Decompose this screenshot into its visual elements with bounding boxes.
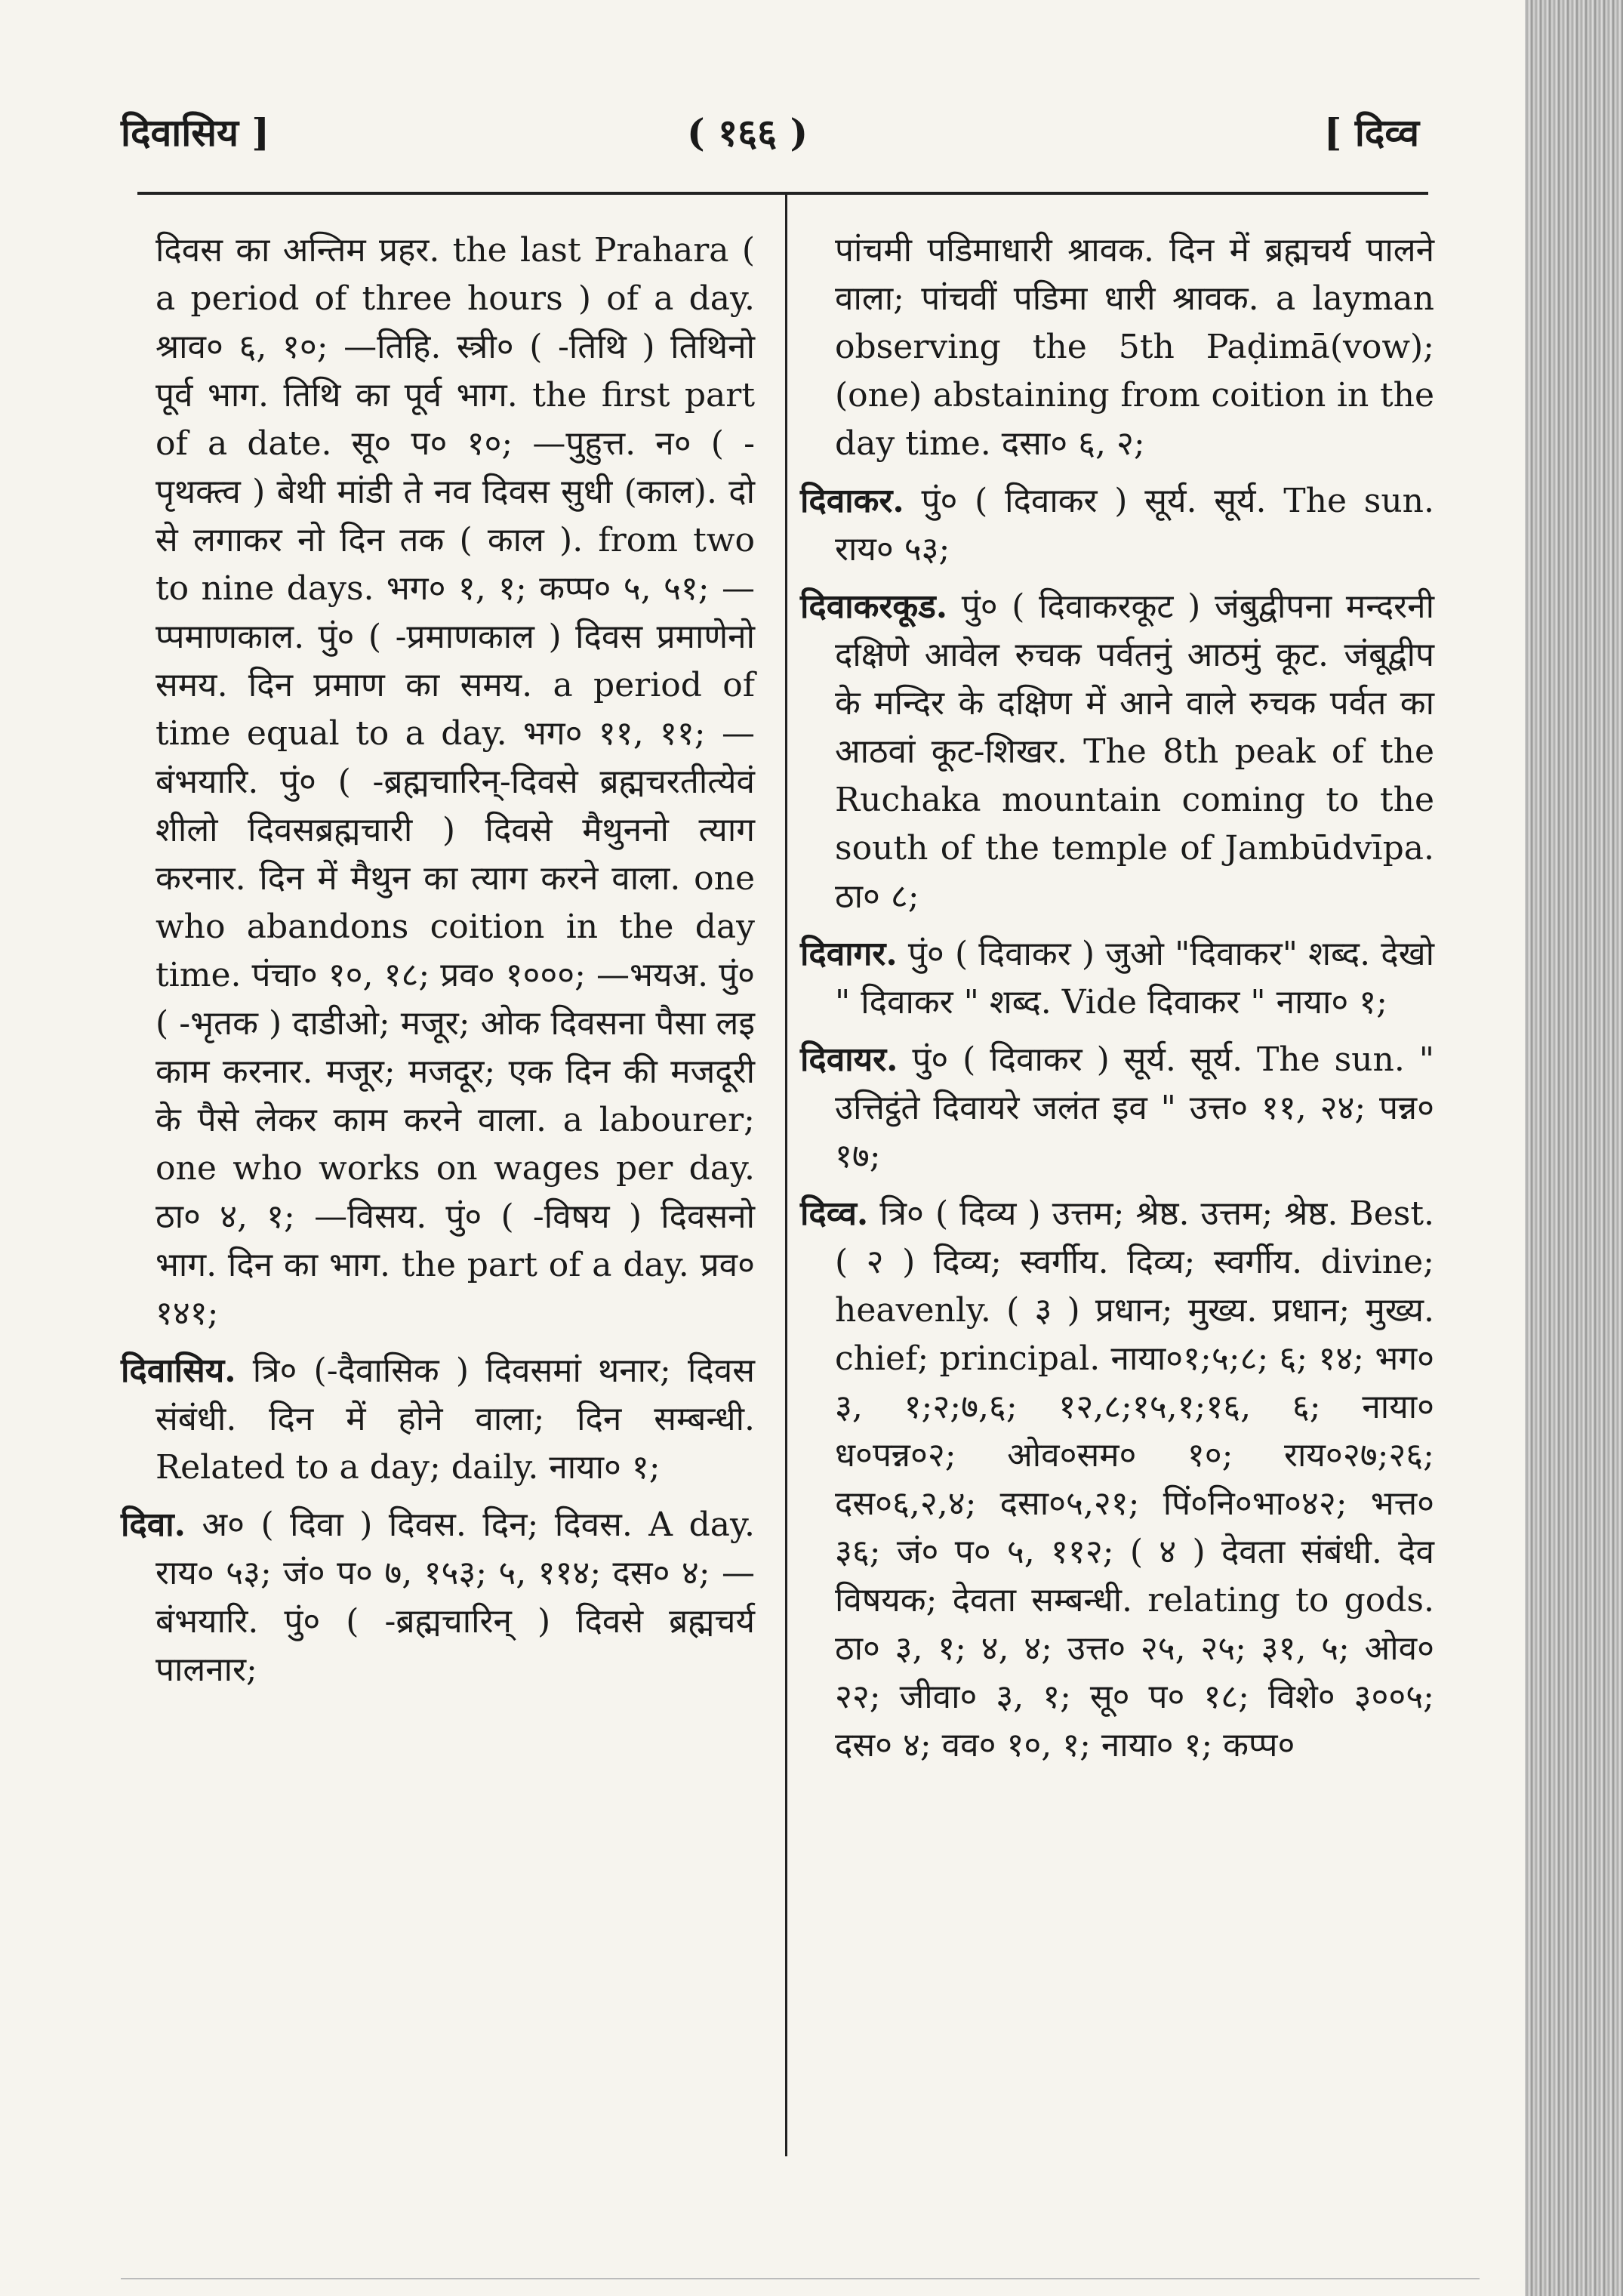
headword: दिवासिय. bbox=[121, 1351, 236, 1390]
entry-divakarakuda bbox=[800, 583, 1434, 921]
entry-text: पुं० ( दिवाकरकूट ) जंबुद्वीपना मन्दरनी दक्षिणे आवेल रुचक पर्वतनुं आठमुं कूट. जंबूद्वीप के मन्दिर के दक्षिण में आने वाले रुचक पर्वत का आठवां कूट-शिखर. The 8th peak of the Ruchaka mountain coming to the south of the temple of Jambūdvīpa. ठा० ८; bbox=[835, 587, 1434, 916]
header-left-guideword: दिवासिय ] bbox=[121, 110, 270, 155]
entry-text: दिवस का अन्तिम प्रहर. the last Prahara ( a period of three hours ) of a day. श्राव० ६, १०; —तिहि. स्त्री० ( -तिथि ) तिथिनो पूर्व भाग. तिथि का पूर्व भाग. the first part of a date. सू० प० १०; —पुहुत्त. न० ( -पृथक्त्व ) बेथी मांडी ते नव दिवस सुधी (काल). दो से लगाकर नो दिन तक ( काल ). from two to nine days. भग० १, १; कप्प० ५, ५१; —प्पमाणकाल. पुं० ( -प्रमाणकाल ) दिवस प्रमाणेनो समय. दिन प्रमाण का समय. a period of time equal to a day. भग० ११, ११; —बंभयारि. पुं० ( -ब्रह्मचारिन्-दिवसे ब्रह्मचरतीत्येवं शीलो दिवसब्रह्मचारी ) दिवसे मैथुननो त्याग करनार. दिन में मैथुन का त्याग करने वाला. one who abandons coition in the day time. पंचा० १०, १८; प्रव० १०००; —भयअ. पुं० ( -भृतक ) दाडीओ; मजूर; ओक दिवसना पैसा लइ काम करनार. मजूर; मजदूर; एक दिन की मजदूरी के पैसे लेकर काम करने वाला. a labourer; one who works on wages per day. ठा० ४, १; —विसय. पुं० ( -विषय ) दिवसनो भाग. दिन का भाग. the part of a day. प्रव० १४१; bbox=[156, 231, 755, 1333]
entry-text: त्रि० ( दिव्य ) उत्तम; श्रेष्ठ. उत्तम; श्रेष्ठ. Best. ( २ ) दिव्य; स्वर्गीय. दिव्य; स्वर्गीय. divine; heavenly. ( ३ ) प्रधान; मुख्य. प्रधान; मुख्य. chief; principal. नाया०१;५;८; ६; १४; भग० ३, १;२;७,६; १२,८;१५,१;१६, ६; नाया० ध०पन्न०२; ओव०सम० १०; राय०२७;२६; दस०६,२,४; दसा०५,२१; पिं०नि०भा०४२; भत्त० ३६; जं० प० ५, ११२; ( ४ ) देवता संबंधी. देव विषयक; देवता सम्बन्धी. relating to gods. ठा० ३, १; ४, ४; उत्त० २५, २५; ३१, ५; ओव० २२; जीवा० ३, १; सू० प० १८; विशे० ३००५; दस० ४; वव० १०, १; नाया० १; कप्प० bbox=[835, 1194, 1434, 1764]
column-divider bbox=[785, 193, 787, 2156]
entry-divasiya bbox=[121, 1347, 755, 1492]
entry-text: पांचमी पडिमाधारी श्रावक. दिन में ब्रह्मचर्य पालने वाला; पांचवीं पडिमा धारी श्रावक. a layman observing the 5th Paḍimā(vow); (one) abstaining from coition in the day time. दसा० ६, २; bbox=[835, 231, 1434, 463]
header-right-guideword: [ दिव्व bbox=[1323, 110, 1419, 155]
entry-continuation bbox=[121, 227, 755, 1338]
bottom-scan-line bbox=[121, 2278, 1480, 2279]
entry-divayara bbox=[800, 1036, 1434, 1181]
entry-text: पुं० ( दिवाकर ) सूर्य. सूर्य. The sun. राय० ५३; bbox=[835, 482, 1434, 569]
right-column bbox=[800, 227, 1434, 1779]
page-header bbox=[121, 106, 1419, 159]
headword: दिवाकरकूड. bbox=[800, 587, 948, 626]
entry-text: अ० ( दिवा ) दिवस. दिन; दिवस. A day. राय० ५३; जं० प० ७, १५३; ५, ११४; दस० ४; —बंभयारि. पुं० ( -ब्रह्मचारिन् ) दिवसे ब्रह्मचर्य पालनार; bbox=[156, 1505, 755, 1689]
header-rule bbox=[137, 192, 1428, 195]
headword: दिवागर. bbox=[800, 935, 898, 973]
entry-divva bbox=[800, 1190, 1434, 1770]
headword: दिवाकर. bbox=[800, 482, 904, 520]
entry-text: पुं० ( दिवाकर ) सूर्य. सूर्य. The sun. " उत्तिट्ठंते दिवायरे जलंत इव " उत्त० ११, २४; पन्न० १७; bbox=[835, 1040, 1434, 1176]
entry-divagara bbox=[800, 930, 1434, 1027]
left-column bbox=[121, 227, 755, 1703]
entry-divakara bbox=[800, 477, 1434, 574]
scan-edge-binding bbox=[1525, 0, 1623, 2296]
headword: दिव्व. bbox=[800, 1194, 869, 1233]
entry-continuation bbox=[800, 227, 1434, 468]
entry-diva bbox=[121, 1501, 755, 1694]
page-number: ( १६६ ) bbox=[687, 110, 808, 155]
entry-text: पुं० ( दिवाकर ) जुओ "दिवाकर" शब्द. देखो " दिवाकर " शब्द. Vide दिवाकर " नाया० १; bbox=[835, 935, 1434, 1022]
entry-text: त्रि० (-दैवासिक ) दिवसमां थनार; दिवस संबंधी. दिन में होने वाला; दिन सम्बन्धी. Related to a day; daily. नाया० १; bbox=[156, 1351, 755, 1487]
headword: दिवा. bbox=[121, 1505, 186, 1544]
headword: दिवायर. bbox=[800, 1040, 898, 1079]
